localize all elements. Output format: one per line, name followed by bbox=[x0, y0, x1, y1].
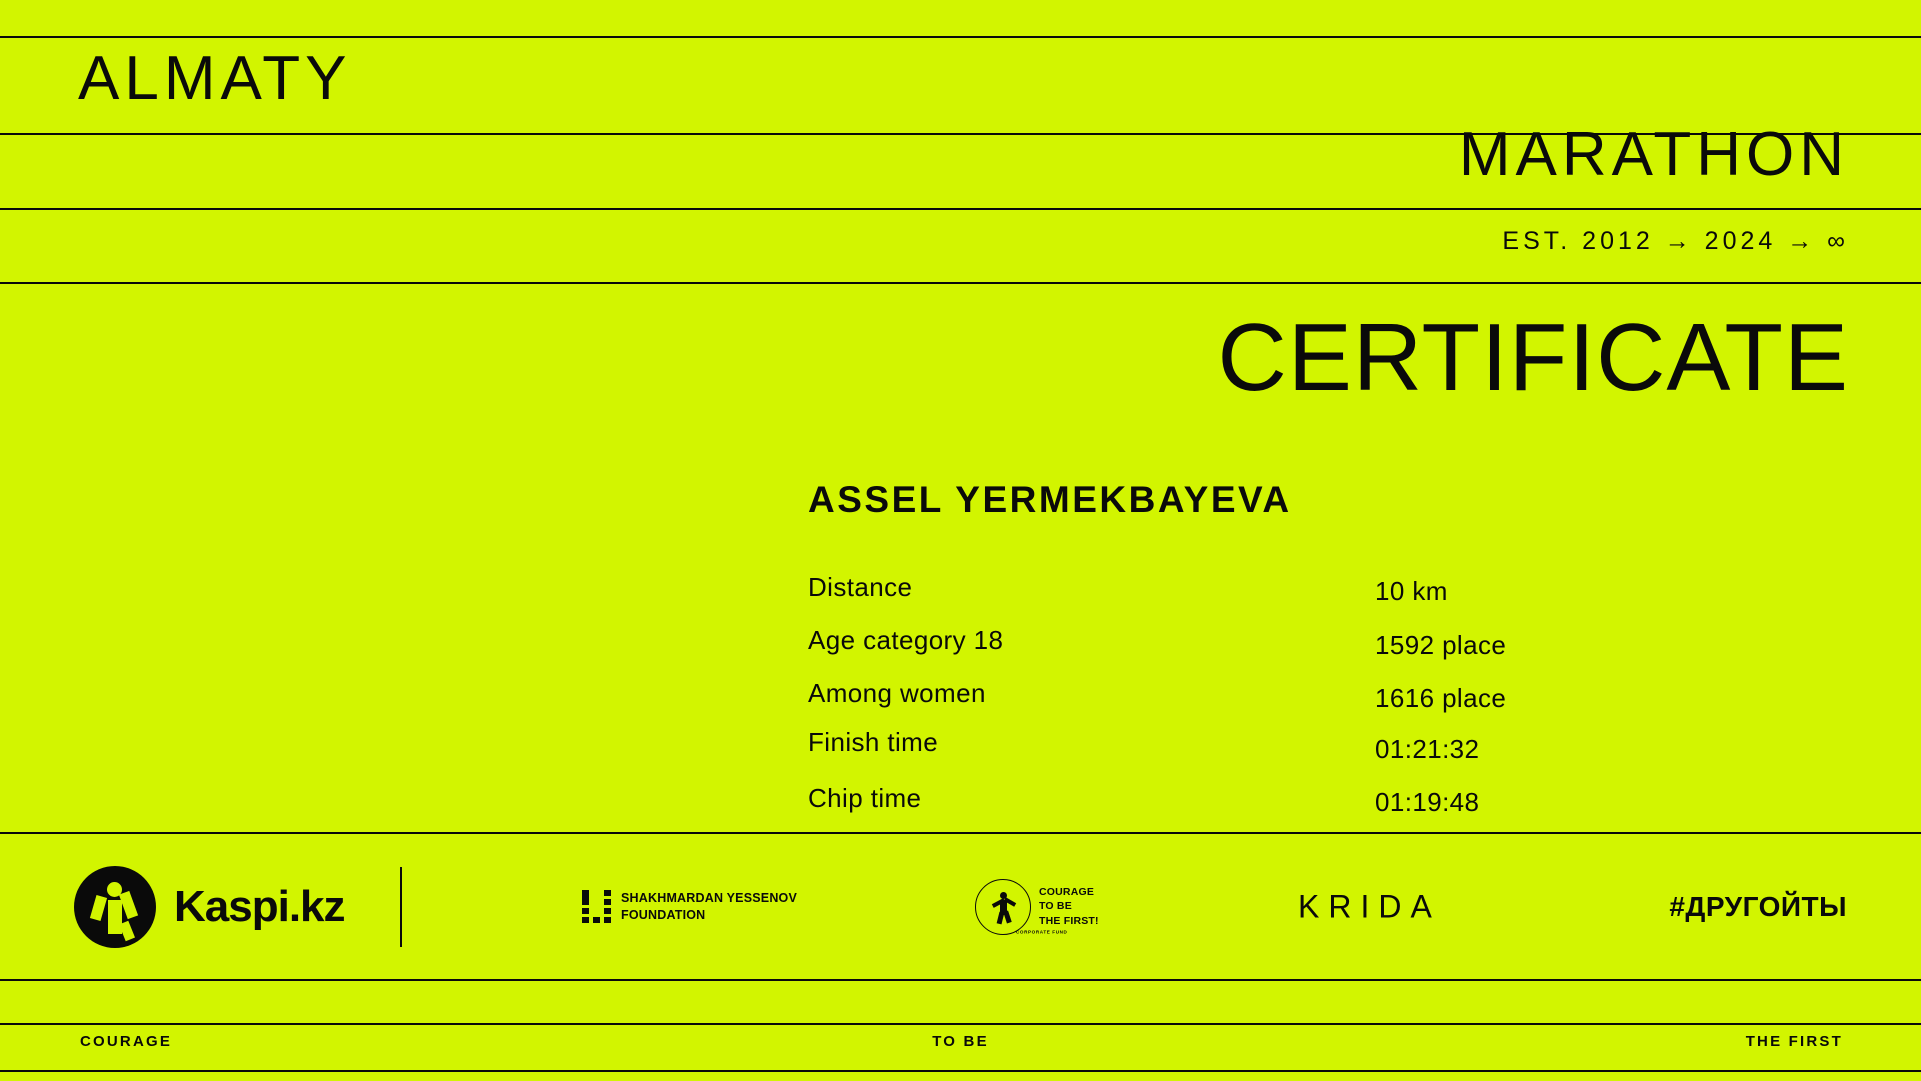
fund-line-1: COURAGE bbox=[1039, 886, 1095, 899]
slogan-left: COURAGE bbox=[80, 1033, 173, 1050]
divider-line-3 bbox=[0, 208, 1921, 210]
sponsor-logo-kaspi bbox=[74, 866, 345, 948]
result-value: 1616 place bbox=[1375, 683, 1507, 713]
fund-line-3: THE FIRST! bbox=[1039, 914, 1099, 927]
brand-marathon: MARATHON bbox=[1458, 120, 1849, 189]
result-value: 1592 place bbox=[1375, 630, 1507, 660]
athlete-name: ASSEL YERMEKBAYEVA bbox=[808, 479, 1292, 520]
yessenov-wordmark bbox=[621, 890, 797, 923]
kaspi-wordmark: Kaspi.kz bbox=[174, 881, 345, 931]
sponsor-hashtag bbox=[1669, 891, 1847, 923]
page-title: CERTIFICATE bbox=[1217, 304, 1849, 411]
table-row bbox=[808, 783, 1668, 840]
sponsor-divider bbox=[400, 867, 402, 947]
hashtag-wordmark: #ДРУГОЙТЫ bbox=[1669, 890, 1847, 922]
brand-almaty: ALMATY bbox=[78, 44, 352, 113]
footer-slogan bbox=[0, 1020, 1921, 1066]
sponsor-logo-yessenov bbox=[582, 890, 797, 924]
divider-line-8 bbox=[0, 1070, 1921, 1072]
fund-wordmark bbox=[1039, 885, 1099, 928]
result-label: Age category 18 bbox=[808, 625, 1004, 655]
sponsor-logo-krida bbox=[1298, 888, 1441, 925]
result-label: Finish time bbox=[808, 727, 939, 757]
divider-line-1 bbox=[0, 36, 1921, 38]
divider-line-4 bbox=[0, 282, 1921, 284]
table-row bbox=[808, 678, 1668, 732]
yessenov-bars-icon bbox=[582, 890, 612, 924]
slogan-right: THE FIRST bbox=[1745, 1033, 1843, 1050]
yessenov-line-2: FOUNDATION bbox=[621, 907, 706, 922]
fund-seal-text: CORPORATE FUND bbox=[1016, 929, 1068, 935]
divider-line-6 bbox=[0, 979, 1921, 981]
krida-wordmark: KRIDA bbox=[1298, 888, 1441, 924]
result-value: 10 km bbox=[1375, 576, 1448, 606]
results-table bbox=[808, 570, 1668, 840]
sponsor-strip bbox=[0, 836, 1921, 977]
sponsor-logo-corporate-fund bbox=[975, 879, 1099, 935]
result-value: 01:19:48 bbox=[1375, 787, 1480, 817]
result-label: Distance bbox=[808, 572, 913, 602]
table-row bbox=[808, 570, 1668, 624]
kaspi-runner-icon bbox=[74, 866, 156, 948]
table-row bbox=[808, 727, 1668, 786]
result-label: Among women bbox=[808, 678, 986, 708]
fund-runner-icon bbox=[991, 892, 1016, 922]
established-line: EST. 2012 → 2024 → ∞ bbox=[1502, 227, 1849, 255]
fund-line-2: TO BE bbox=[1039, 900, 1072, 913]
slogan-middle: TO BE bbox=[932, 1033, 989, 1050]
result-label: Chip time bbox=[808, 783, 922, 813]
yessenov-line-1: SHAKHMARDAN YESSENOV bbox=[621, 891, 798, 906]
table-row bbox=[808, 624, 1668, 678]
result-value: 01:21:32 bbox=[1375, 734, 1480, 764]
